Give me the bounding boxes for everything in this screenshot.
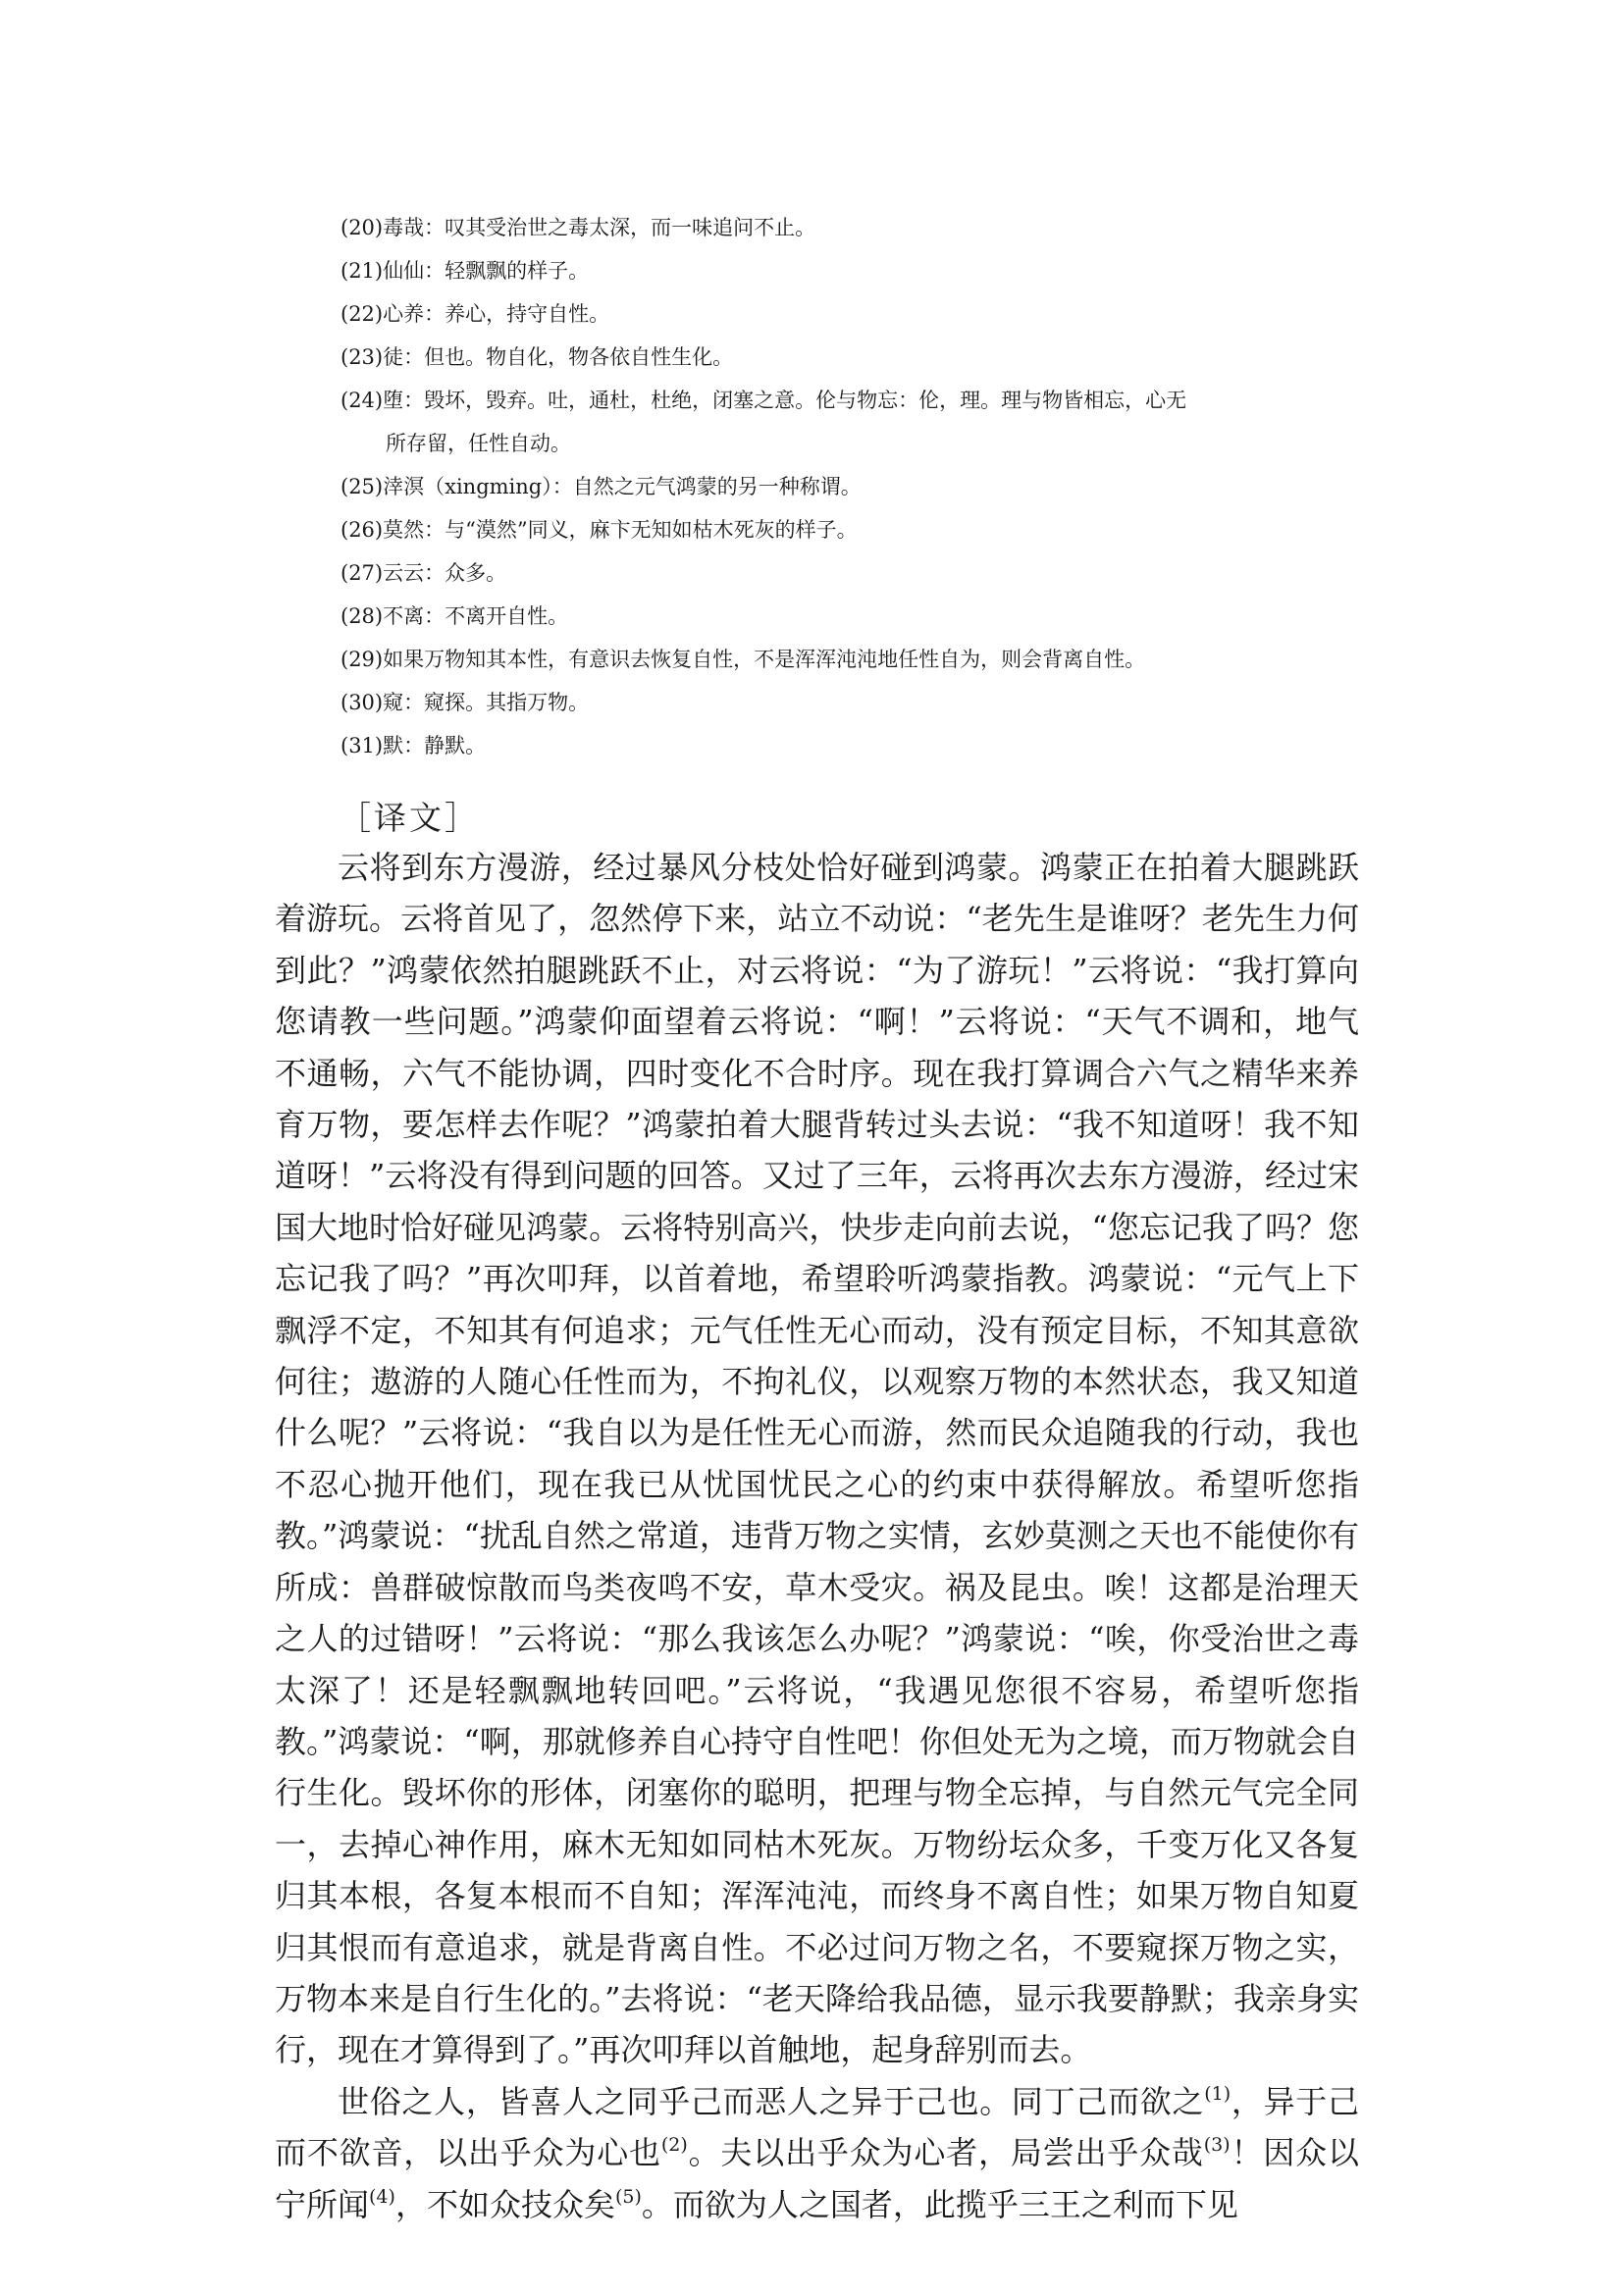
- original-text-segment: 。而欲为人之国者，此揽乎三王之利而下见: [641, 2185, 1238, 2223]
- note-text: 堕：毁坏，毁弃。吐，通杜，杜绝，闭塞之意。伦与物忘：伦，理。理与物皆相忘，心无: [383, 389, 1187, 412]
- translation-body: [275, 842, 1359, 2230]
- note-text: 窥：窥探。其指万物。: [383, 691, 590, 714]
- note-number: (28): [341, 604, 384, 628]
- note-text-continuation: 所存留，任性自动。: [386, 432, 571, 455]
- note-number: (26): [341, 518, 384, 542]
- footnote-marker: (1): [1204, 2082, 1231, 2105]
- note-number: (20): [341, 216, 384, 239]
- translation-paragraph: 云将到东方漫游，经过暴风分枝处恰好碰到鸿蒙。鸿蒙正在拍着大腿跳跃着游玩。云将首见了，忽然停下来，站立不动说：“老先生是谁呀？老先生力何到此？”鸿蒙依然拍腿跳跃不止，对云将说：“为了游玩！”云将说：“我打算向您请教一些问题。”鸿蒙仰面望着云将说：“啊！”云将说：“天气不调和，地气不通畅，六气不能协调，四时变化不合时序。现在我打算调合六气之精华来养育万物，要怎样去作呢？”鸿蒙拍着大腿背转过头去说：“我不知道呀！我不知道呀！”云将没有得到问题的回答。又过了三年，云将再次去东方漫游，经过宋国大地时恰好碰见鸿蒙。云将特别高兴，快步走向前去说，“您忘记我了吗？您忘记我了吗？”再次叩拜，以首着地，希望聆听鸿蒙指教。鸿蒙说：“元气上下飘浮不定，不知其有何追求；元气任性无心而动，没有预定目标，不知其意欲何往；遨游的人随心任性而为，不拘礼仪，以观察万物的本然状态，我又知道什么呢？”云将说：“我自以为是任性无心而游，然而民众追随我的行动，我也不忍心抛开他们，现在我已从忧国忧民之心的约束中获得解放。希望听您指教。”鸿蒙说：“扰乱自然之常道，违背万物之实情，玄妙莫测之天也不能使你有所成：兽群破惊散而鸟类夜鸣不安，草木受灾。祸及昆虫。唉！这都是治理天之人的过错呀！”云将说：“那么我该怎么办呢？”鸿蒙说：“唉，你受治世之毒太深了！还是轻飘飘地转回吧。”云将说，“我遇见您很不容易，希望听您指教。”鸿蒙说：“啊，那就修养自心持守自性吧！你但处无为之境，而万物就会自行生化。毁坏你的形体，闭塞你的聪明，把理与物全忘掉，与自然元气完全同一，去掉心神作用，麻木无知如同枯木死灰。万物纷坛众多，千变万化又各复归其本根，各复本根而不自知；浑浑沌沌，而终身不离自性；如果万物自知夏归其恨而有意追求，就是背离自性。不必过问万物之名，不要窥探万物之实，万物本来是自行生化的。”去将说：“老天降给我品德，显示我要静默；我亲身实行，现在才算得到了。”再次叩拜以首触地，起身辞别而去。: [275, 849, 1359, 2069]
- note-item: [341, 292, 1371, 336]
- note-number: (23): [341, 345, 384, 369]
- note-number: (21): [341, 259, 384, 283]
- note-text: 仙仙：轻飘飘的样子。: [383, 259, 590, 283]
- note-number: (30): [341, 691, 384, 714]
- note-number: (29): [341, 648, 384, 671]
- note-text: 毒哉：叹其受治世之毒太深，而一味追问不止。: [383, 216, 816, 239]
- original-text-segment: ，不如众技众矣: [394, 2185, 615, 2223]
- note-number: (27): [341, 561, 384, 585]
- note-item: [341, 595, 1371, 638]
- footnote-marker: (4): [369, 2185, 395, 2208]
- translation-heading: ［译文］: [339, 799, 480, 837]
- note-text: 不离：不离开自性。: [383, 604, 569, 628]
- original-text-segment: 。夫以出乎众为心者，局尝出乎众哉: [687, 2134, 1204, 2172]
- footnote-marker: (2): [660, 2134, 688, 2157]
- note-text: 莫然：与“漠然”同义，麻卞无知如枯木死灰的样子。: [383, 518, 858, 542]
- note-text: 心养：养心，持守自性。: [383, 302, 610, 326]
- footnote-marker: (3): [1203, 2134, 1231, 2157]
- note-text: 徒：但也。物自化，物各依自性生化。: [383, 345, 734, 369]
- note-text: 默：静默。: [383, 734, 487, 757]
- note-text: 如果万物知其本性，有意识去恢复自性，不是浑浑沌沌地任性自为，则会背离自性。: [383, 648, 1146, 671]
- note-item: [341, 724, 1371, 767]
- note-number: (22): [341, 302, 384, 326]
- note-item: [341, 638, 1371, 681]
- note-text: 涬溟（xingming）：自然之元气鸿蒙的另一种称谓。: [383, 475, 862, 498]
- annotation-notes: [341, 206, 1371, 767]
- footnote-marker: (5): [614, 2185, 642, 2208]
- note-item: [341, 379, 1371, 465]
- original-text-segment: ！因众以宁所闻: [275, 2134, 1359, 2223]
- note-text: 云云：众多。: [383, 561, 507, 585]
- note-number: (24): [341, 389, 384, 412]
- original-text-paragraph: [275, 2076, 1359, 2230]
- original-text-segment: 世俗之人，皆喜人之同乎己而恶人之异于己也。同丁己而欲之: [338, 2082, 1205, 2120]
- original-text-segment: ，异于己而不欲音，以出乎众为心也: [275, 2082, 1359, 2172]
- note-item: [341, 206, 1371, 249]
- note-item: [341, 249, 1371, 292]
- note-item: [341, 336, 1371, 379]
- note-item: [341, 681, 1371, 724]
- note-item: [341, 508, 1371, 551]
- note-number: (25): [341, 475, 384, 498]
- note-number: (31): [341, 734, 384, 757]
- note-item: [341, 551, 1371, 595]
- note-item: [341, 465, 1371, 508]
